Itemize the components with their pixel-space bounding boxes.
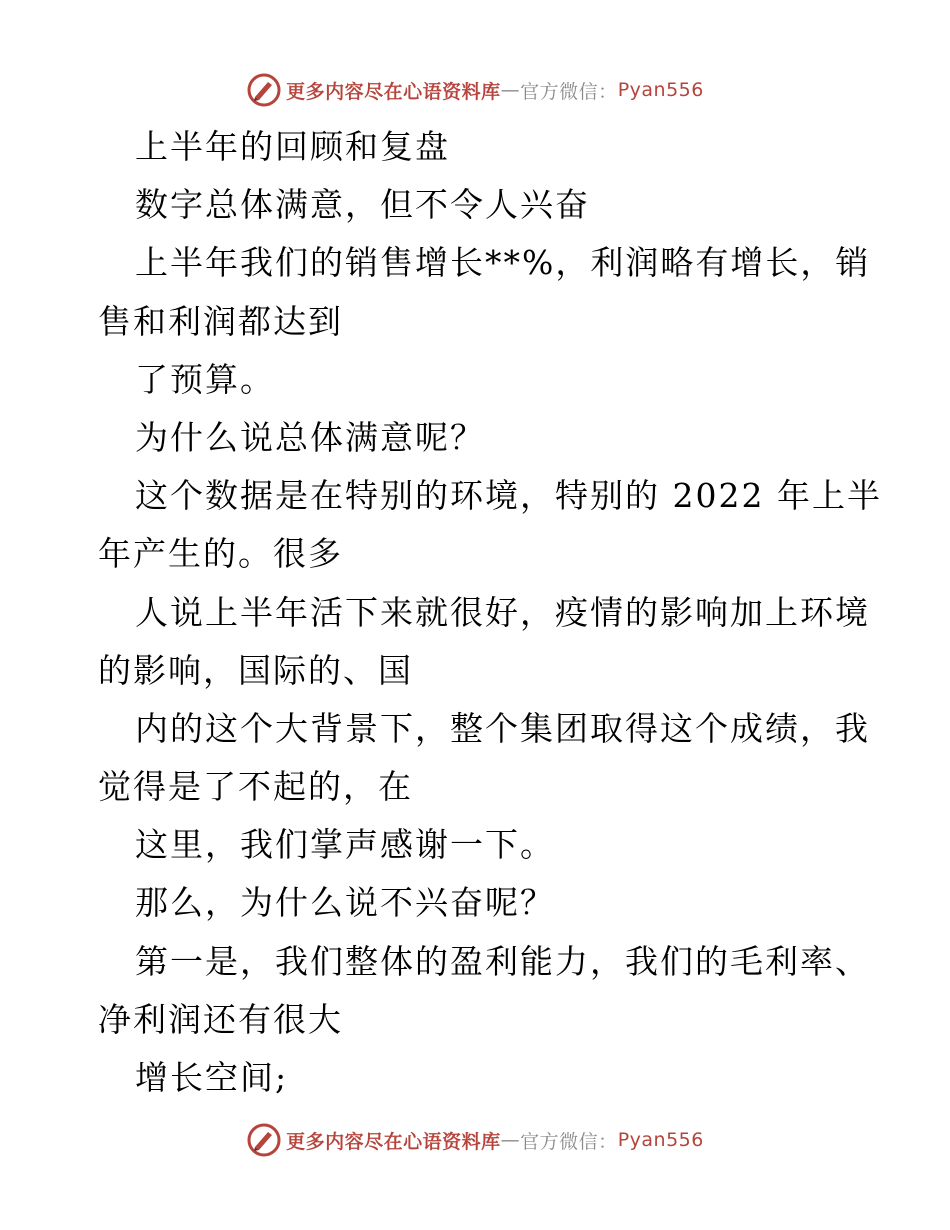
paragraph-line: 的影响，国际的、国: [98, 650, 413, 690]
watermark-separator: —: [500, 79, 521, 101]
paragraph-line: 觉得是了不起的，在: [98, 767, 413, 807]
paragraph-line: 内的这个大背景下，整个集团取得这个成绩，我: [135, 708, 870, 748]
watermark-contact-id: Pyan556: [617, 79, 704, 101]
header-watermark: [0, 72, 950, 108]
brand-logo-icon: [246, 72, 282, 108]
brand-logo-icon: [246, 1122, 282, 1158]
paragraph-line: 年产生的。很多: [98, 534, 343, 574]
watermark-contact-label: 官方微信：: [520, 80, 618, 103]
paragraph-line: 这里，我们掌声感谢一下。: [135, 825, 555, 865]
footer-watermark: [0, 1122, 950, 1158]
heading-review: 上半年的回顾和复盘: [135, 127, 450, 166]
watermark-brand: 更多内容尽在心语资料库: [286, 1130, 501, 1153]
paragraph-line: 人说上半年活下来就很好，疫情的影响加上环境: [135, 592, 870, 632]
watermark-separator: —: [500, 1129, 521, 1151]
paragraph-line: 净利润还有很大: [98, 999, 343, 1039]
paragraph-line: 了预算。: [135, 359, 275, 399]
paragraph-line: 为什么说总体满意呢？: [135, 417, 485, 457]
watermark-contact-label: 官方微信：: [520, 1130, 618, 1153]
paragraph-line: 增长空间;: [135, 1058, 289, 1097]
subheading-summary: 数字总体满意，但不令人兴奋: [135, 185, 590, 225]
watermark-brand: 更多内容尽在心语资料库: [286, 80, 501, 103]
paragraph-line: 那么，为什么说不兴奋呢？: [135, 883, 555, 923]
paragraph-line: 这个数据是在特别的环境，特别的 2022 年上半: [135, 476, 882, 516]
document-body: [98, 118, 882, 1107]
paragraph-line: 第一是，我们整体的盈利能力，我们的毛利率、: [135, 941, 870, 981]
paragraph-line: 上半年我们的销售增长**%，利润略有增长，销: [135, 243, 871, 283]
watermark-contact-id: Pyan556: [617, 1129, 704, 1151]
paragraph-line: 售和利润都达到: [98, 301, 343, 341]
